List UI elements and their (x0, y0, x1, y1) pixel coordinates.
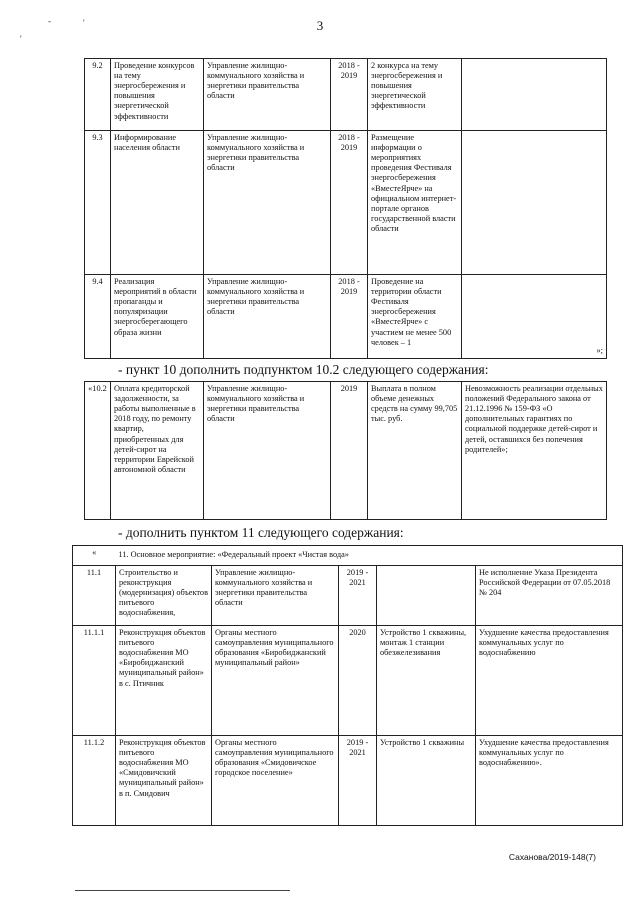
row-number: 11.1.2 (73, 736, 116, 826)
measure-name: Реконструкция объектов питьевого водоснабжения МО «Биробиджанский муниципальный район» в с. Птичник (116, 626, 212, 736)
expected-result: Проведение на территории области Фестиваля энергосбережения «ВместеЯрче» с участием не менее 500 человек – 1 (368, 275, 462, 359)
executor: Управление жилищно-коммунального хозяйства и энергетики правительства области (204, 382, 331, 520)
period: 2020 (339, 626, 377, 736)
measure-name: Информирование населения области (111, 131, 204, 275)
measure-name: Реконструкция объектов питьевого водоснабжения МО «Смидовичский муниципальный район» в п. Смидович (116, 736, 212, 826)
period: 2018 - 2019 (331, 59, 368, 131)
table-row (73, 566, 623, 626)
consequence: »; (462, 275, 607, 359)
page-number: 3 (316, 18, 324, 33)
table-row (85, 131, 607, 275)
table-row (73, 626, 623, 736)
section-header-row (73, 546, 623, 566)
executor: Управление жилищно-коммунального хозяйства и энергетики правительства области (212, 566, 339, 626)
measures-table-10 (84, 381, 607, 520)
row-number: 9.4 (85, 275, 111, 359)
table-row (85, 59, 607, 131)
measure-name: Строительство и реконструкция (модернизация) объектов питьевого водоснабжения, (116, 566, 212, 626)
section-title: 11. Основное мероприятие: «Федеральный проект «Чистая вода» (116, 546, 623, 566)
expected-result: Размещение информации о мероприятиях проведения Фестиваля энергосбережения «ВместеЯрче» на официальном интернет-портале органов государственной власти области (368, 131, 462, 275)
expected-result (377, 566, 476, 626)
executor: Органы местного самоуправления муниципального образования «Смидовичское городское поселение» (212, 736, 339, 826)
row-number: 9.2 (85, 59, 111, 131)
executor: Управление жилищно-коммунального хозяйства и энергетики правительства области (204, 275, 331, 359)
consequence (462, 59, 607, 131)
expected-result: 2 конкурса на тему энергосбережения и повышения энергетической эффективности (368, 59, 462, 131)
row-number: 11.1 (73, 566, 116, 626)
period: 2018 - 2019 (331, 275, 368, 359)
consequence: Невозможность реализации отдельных положений Федерального закона от 21.12.1996 № 159-ФЗ «О дополнительных гарантиях по социальной поддержке детей-сирот и детей, оставшихся без попечения родителей»; (462, 382, 607, 520)
measure-name: Реализация мероприятий в области пропаганды и популяризации энергосберегающего образа жизни (111, 275, 204, 359)
executor: Управление жилищно-коммунального хозяйства и энергетики правительства области (204, 131, 331, 275)
consequence: Ухудшение качества предоставления коммунальных услуг по водоснабжению (476, 626, 623, 736)
caption-point-10: - пункт 10 дополнить подпунктом 10.2 следующего содержания: (118, 362, 489, 377)
measures-table-11 (72, 545, 623, 826)
quote-mark: « (73, 546, 116, 566)
measure-name: Оплата кредиторской задолженности, за работы выполненные в 2018 году, по ремонту квартир, приобретенных для детей-сирот на территории Еврейской автономной области (111, 382, 204, 520)
footer-divider (75, 890, 290, 891)
document-code: Саханова/2019-148(7) (508, 852, 596, 862)
expected-result: Устройство 1 скважины, монтаж 1 станции обезжелезивания (377, 626, 476, 736)
row-number: 9.3 (85, 131, 111, 275)
row-number: 11.1.1 (73, 626, 116, 736)
measures-table-9 (84, 58, 607, 359)
period: 2019 - 2021 (339, 566, 377, 626)
period: 2019 - 2021 (339, 736, 377, 826)
scan-mark: ' (20, 34, 22, 44)
row-number: «10.2 (85, 382, 111, 520)
table-row (73, 736, 623, 826)
scan-mark: - (48, 16, 51, 26)
executor: Органы местного самоуправления муниципального образования «Биробиджанский муниципальный район» (212, 626, 339, 736)
period: 2019 (331, 382, 368, 520)
consequence: Ухудшение качества предоставления коммунальных услуг по водоснабжению». (476, 736, 623, 826)
expected-result: Выплата в полном объеме денежных средств на сумму 99,705 тыс. руб. (368, 382, 462, 520)
table-row (85, 382, 607, 520)
caption-point-11: - дополнить пунктом 11 следующего содержания: (118, 525, 404, 540)
measure-name: Проведение конкурсов на тему энергосбережения и повышения энергетической эффективности (111, 59, 204, 131)
consequence: Не исполнение Указа Президента Российской Федерации от 07.05.2018 № 204 (476, 566, 623, 626)
period: 2018 - 2019 (331, 131, 368, 275)
table-row (85, 275, 607, 359)
consequence (462, 131, 607, 275)
expected-result: Устройство 1 скважины (377, 736, 476, 826)
scan-mark: ' (83, 18, 85, 28)
executor: Управление жилищно-коммунального хозяйства и энергетики правительства области (204, 59, 331, 131)
